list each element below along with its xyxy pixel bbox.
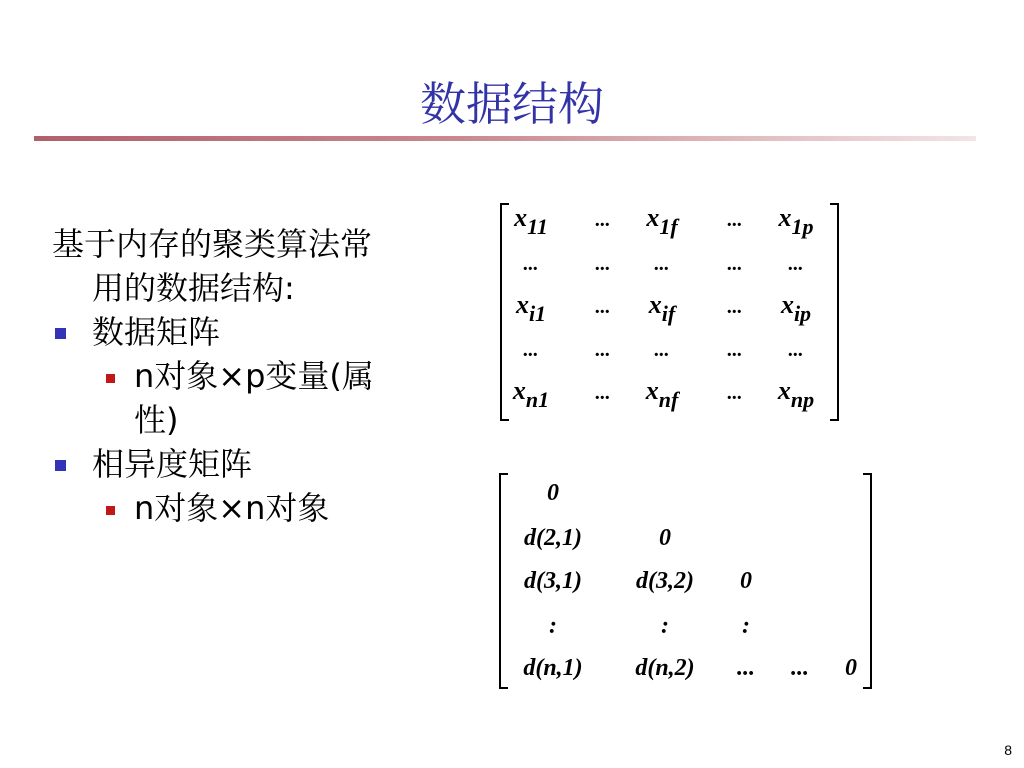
dissimilarity-matrix-cell: 0 (845, 655, 857, 681)
dissimilarity-matrix-cell: : (549, 613, 557, 639)
data-matrix-right-bracket (830, 204, 838, 420)
slide-title: 数据结构 (420, 77, 604, 131)
data-matrix-cell: $x_{1f}$ (645, 203, 680, 239)
data-matrix-cell: ... (788, 339, 804, 361)
dissimilarity-matrix-cell: 0 (547, 480, 559, 506)
dissimilarity-matrix-cell: 0 (740, 568, 752, 594)
dissimilarity-matrix-cell: d(2,1) (524, 525, 582, 551)
data-matrix-cell-subscript: nf (658, 387, 679, 412)
dissimilarity-matrix-right-bracket (863, 474, 871, 688)
data-matrix-cell: ... (523, 339, 539, 361)
bullet-label: 数据矩阵 (92, 313, 221, 351)
dissimilarity-matrix-cell: : (742, 613, 750, 639)
intro-text-line2: 用的数据结构: (92, 269, 295, 307)
data-matrix-cell: ... (654, 253, 670, 275)
data-matrix-cell: $x_{nf}$ (645, 376, 681, 412)
data-matrix-cell: $x_{np}$ (777, 376, 815, 412)
dissimilarity-matrix-cell: 0 (659, 525, 671, 551)
dissimilarity-matrix-cell: ... (791, 655, 809, 681)
dissimilarity-matrix-cell: : (661, 613, 669, 639)
dissimilarity-matrix-cell: d(n,2) (635, 655, 695, 681)
data-matrix-cell: $x_{ip}$ (780, 290, 812, 326)
data-matrix-cell-subscript: 1f (659, 214, 678, 239)
data-matrix-cell: ... (788, 253, 804, 275)
data-matrix-cell: ... (727, 339, 743, 361)
page-number: 8 (1004, 742, 1012, 758)
data-matrix-cell: ... (595, 339, 611, 361)
data-matrix-left-bracket (501, 204, 509, 420)
data-matrix-cell-subscript: np (790, 387, 815, 412)
intro-text-line1: 基于内存的聚类算法常 (52, 225, 373, 263)
data-matrix-cell-subscript: 1p (791, 214, 814, 239)
data-matrix-cell: $x_{1p}$ (778, 203, 814, 239)
data-matrix-cell: $x_{11}$ (514, 203, 548, 239)
dissimilarity-matrix-left-bracket (500, 474, 508, 688)
data-matrix-cell-subscript: n1 (525, 387, 550, 412)
data-matrix-cell-subscript: if (661, 301, 676, 326)
dissimilarity-matrix-cell: ... (737, 655, 755, 681)
data-matrix-cell: ... (727, 382, 743, 404)
data-matrix-cell: ... (727, 209, 743, 231)
dissimilarity-matrix-cell: d(3,2) (636, 568, 694, 594)
data-matrix-cell: ... (654, 339, 670, 361)
sub-bullet-label: n对象×n对象 (134, 489, 330, 527)
data-matrix-cell: ... (523, 253, 539, 275)
data-matrix-cell-subscript: 11 (527, 214, 548, 239)
data-matrix-cell: ... (595, 209, 611, 231)
bullet-label: 相异度矩阵 (92, 445, 253, 483)
sub-bullet-label: n对象×p变量(属 (134, 357, 374, 395)
data-matrix-cell: $x_{n1}$ (512, 376, 550, 412)
data-matrix-cell: $x_{i1}$ (515, 290, 547, 326)
dissimilarity-matrix-cell: d(n,1) (523, 655, 583, 681)
data-matrix-cell: ... (595, 296, 611, 318)
data-matrix-cell-subscript: i1 (528, 301, 547, 326)
data-matrix-cell: ... (727, 296, 743, 318)
data-matrix-cell: ... (727, 253, 743, 275)
data-matrix-cell: ... (595, 253, 611, 275)
data-matrix-cell-subscript: ip (793, 301, 812, 326)
dissimilarity-matrix-cell: d(3,1) (524, 568, 582, 594)
data-matrix-cell: ... (595, 382, 611, 404)
data-matrix-cell: $x_{if}$ (648, 290, 678, 326)
sub-bullet-continuation: 性) (134, 401, 179, 439)
